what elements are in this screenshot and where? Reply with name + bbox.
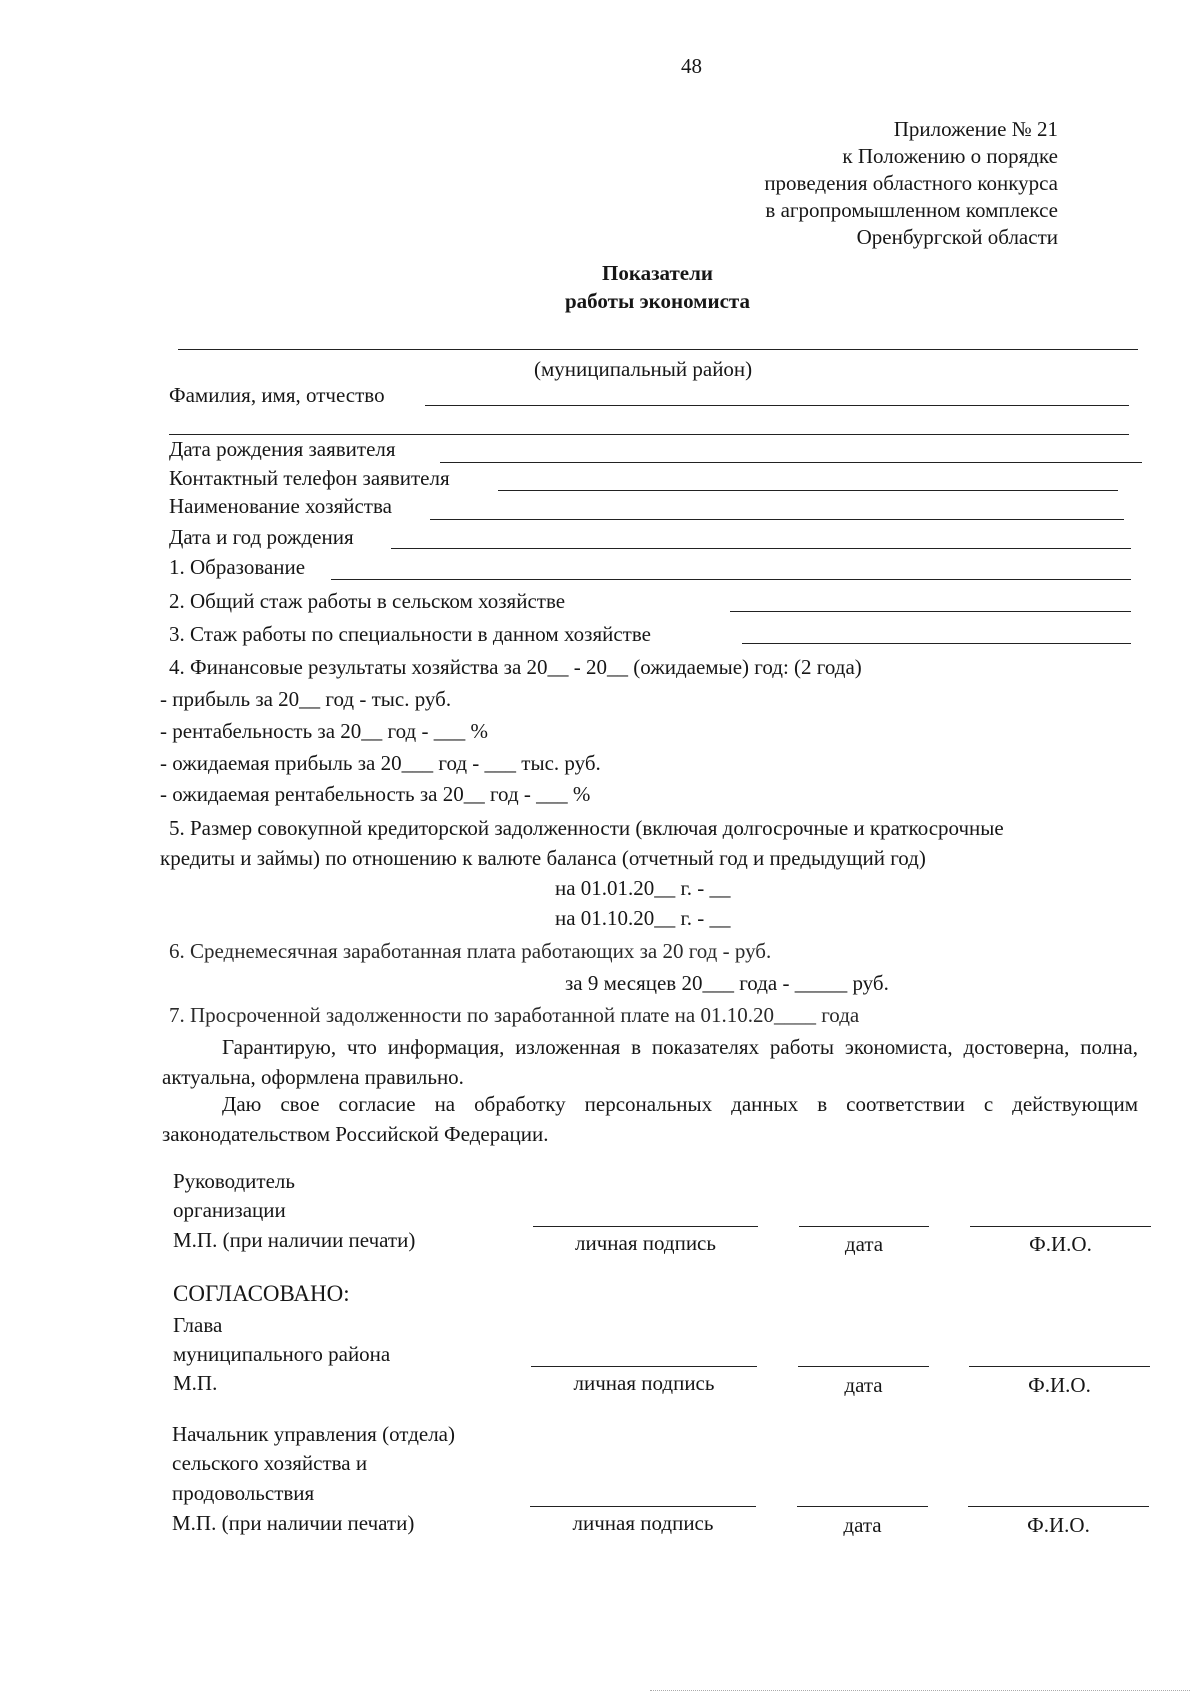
guarantee-paragraph: Гарантирую, что информация, изложенная в показателях работы экономиста, достоверна, полна, актуальна, оформлена правильно. bbox=[162, 1035, 1138, 1089]
district-caption: (муниципальный район) bbox=[534, 357, 753, 381]
birth-date-year-field[interactable] bbox=[391, 548, 1131, 549]
phone-field[interactable] bbox=[498, 490, 1118, 491]
department-name-caption: Ф.И.О. bbox=[1027, 1513, 1090, 1537]
head-signature-field[interactable] bbox=[533, 1226, 758, 1227]
approved-signature-field[interactable] bbox=[531, 1366, 757, 1367]
department-role-line-2: сельского хозяйства и bbox=[172, 1451, 368, 1475]
document-title-line-1: Показатели bbox=[601, 261, 714, 285]
department-date-field[interactable] bbox=[797, 1506, 928, 1507]
debt-date-1: на 01.01.20__ г. - __ bbox=[555, 876, 731, 900]
district-field[interactable] bbox=[178, 349, 1138, 350]
appendix-line-4: в агропромышленном комплексе bbox=[765, 198, 1058, 222]
expected-profitability-label: - ожидаемая рентабельность за 20__ год - ___ % bbox=[160, 782, 591, 806]
page-number: 48 bbox=[681, 54, 702, 78]
arrears-label: 7. Просроченной задолженности по заработанной плате на 01.10.20____ года bbox=[169, 1003, 860, 1027]
department-signature-caption: личная подпись bbox=[572, 1511, 714, 1535]
department-role-line-4: М.П. (при наличии печати) bbox=[172, 1511, 415, 1535]
birth-date-year-label: Дата и год рождения bbox=[169, 525, 354, 549]
consent-paragraph: Даю свое согласие на обработку персональных данных в соответствии с действующим законодательством Российской Федерации. bbox=[162, 1092, 1138, 1146]
debt-date-2: на 01.10.20__ г. - __ bbox=[555, 906, 731, 930]
profitability-label: - рентабельность за 20__ год - ___ % bbox=[160, 719, 488, 743]
approved-role-line-3: М.П. bbox=[173, 1371, 218, 1395]
approved-date-caption: дата bbox=[844, 1373, 883, 1397]
birth-date-label: Дата рождения заявителя bbox=[169, 437, 396, 461]
approved-role-line-1: Глава bbox=[173, 1313, 223, 1337]
specialty-experience-field[interactable] bbox=[742, 643, 1131, 644]
debt-label-line-1: 5. Размер совокупной кредиторской задолженности (включая долгосрочные и краткосрочные bbox=[169, 816, 1004, 840]
phone-label: Контактный телефон заявителя bbox=[169, 466, 450, 490]
appendix-line-1: Приложение № 21 bbox=[893, 117, 1058, 141]
approved-signature-caption: личная подпись bbox=[573, 1371, 715, 1395]
expected-profit-label: - ожидаемая прибыль за 20___ год - ___ тыс. руб. bbox=[160, 751, 601, 775]
full-name-label: Фамилия, имя, отчество bbox=[169, 383, 385, 407]
salary-label: 6. Среднемесячная заработанная плата работающих за 20 год - руб. bbox=[169, 939, 772, 963]
debt-label-line-2: кредиты и займы) по отношению к валюте баланса (отчетный год и предыдущий год) bbox=[160, 846, 926, 870]
department-date-caption: дата bbox=[843, 1513, 882, 1537]
education-label: 1. Образование bbox=[169, 555, 306, 579]
approved-role-line-2: муниципального района bbox=[173, 1342, 391, 1366]
document-title-line-2: работы экономиста bbox=[565, 289, 750, 313]
approved-date-field[interactable] bbox=[798, 1366, 929, 1367]
financial-results-label: 4. Финансовые результаты хозяйства за 20__ - 20__ (ожидаемые) год: (2 года) bbox=[169, 655, 862, 679]
specialty-experience-label: 3. Стаж работы по специальности в данном хозяйстве bbox=[169, 622, 651, 646]
birth-date-field[interactable] bbox=[440, 462, 1142, 463]
farm-name-field[interactable] bbox=[430, 519, 1124, 520]
head-date-field[interactable] bbox=[799, 1226, 929, 1227]
department-name-field[interactable] bbox=[968, 1506, 1149, 1507]
approved-name-caption: Ф.И.О. bbox=[1028, 1373, 1091, 1397]
salary-9-months: за 9 месяцев 20___ года - _____ руб. bbox=[565, 971, 889, 995]
farm-name-label: Наименование хозяйства bbox=[169, 494, 392, 518]
appendix-line-2: к Положению о порядке bbox=[842, 144, 1058, 168]
scan-edge-line bbox=[650, 1690, 1190, 1691]
head-signature-caption: личная подпись bbox=[575, 1231, 716, 1255]
education-field[interactable] bbox=[331, 579, 1131, 580]
department-signature-field[interactable] bbox=[530, 1506, 756, 1507]
profit-label: - прибыль за 20__ год - тыс. руб. bbox=[160, 687, 452, 711]
full-name-field[interactable] bbox=[425, 405, 1129, 406]
department-role-line-3: продовольствия bbox=[172, 1481, 315, 1505]
head-role-line-3: М.П. (при наличии печати) bbox=[173, 1228, 416, 1252]
head-name-caption: Ф.И.О. bbox=[1029, 1232, 1092, 1256]
appendix-line-5: Оренбургской области bbox=[856, 225, 1058, 249]
total-experience-field[interactable] bbox=[730, 611, 1131, 612]
approved-heading: СОГЛАСОВАНО: bbox=[173, 1281, 350, 1306]
approved-name-field[interactable] bbox=[969, 1366, 1150, 1367]
head-name-field[interactable] bbox=[970, 1226, 1151, 1227]
head-date-caption: дата bbox=[844, 1232, 884, 1256]
department-role-line-1: Начальник управления (отдела) bbox=[172, 1422, 455, 1446]
head-role-line-2: организации bbox=[173, 1198, 286, 1222]
full-name-field-continued[interactable] bbox=[169, 434, 1129, 435]
total-experience-label: 2. Общий стаж работы в сельском хозяйстве bbox=[169, 589, 566, 613]
appendix-line-3: проведения областного конкурса bbox=[764, 171, 1058, 195]
head-role-line-1: Руководитель bbox=[173, 1169, 295, 1193]
